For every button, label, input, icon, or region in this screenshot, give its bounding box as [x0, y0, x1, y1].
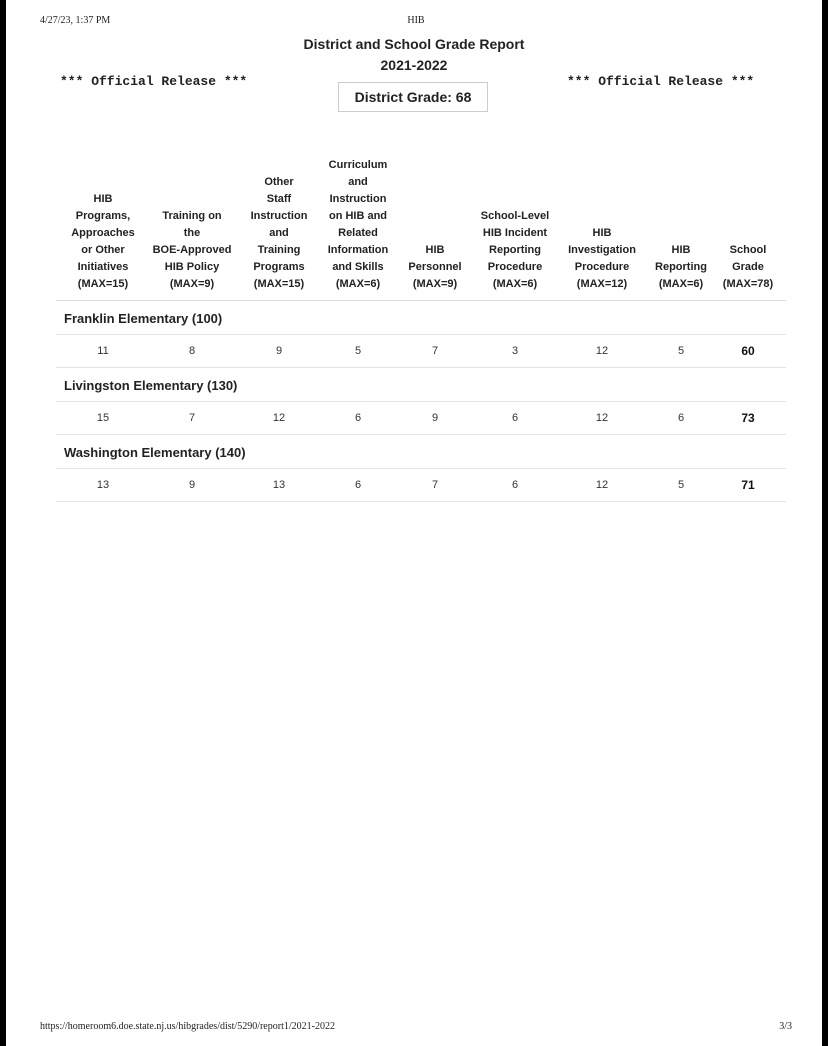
school-name: Washington Elementary (140): [56, 435, 786, 469]
school-grade-cell: 73: [710, 402, 786, 435]
score-cell: 12: [552, 335, 652, 368]
print-header: [40, 15, 792, 29]
column-header-line: or Other: [81, 244, 125, 256]
district-grade-box: [338, 82, 488, 112]
print-datetime: 4/27/23, 1:37 PM: [40, 15, 111, 26]
district-grade: District Grade: 68: [354, 89, 472, 105]
column-header-line: HIB: [671, 244, 691, 256]
print-title: HIB: [407, 15, 425, 26]
column-header-line: Investigation: [568, 244, 636, 256]
score-cell: 7: [150, 402, 234, 435]
column-header-line: the: [183, 227, 201, 239]
column-header-line: (MAX=15): [77, 278, 129, 290]
column-header-line: HIB Policy: [164, 261, 220, 273]
score-cell: 7: [392, 335, 478, 368]
school-name-row: [56, 301, 786, 335]
school-grade-cell: 71: [710, 469, 786, 502]
column-header-line: and: [348, 176, 368, 188]
column-header-line: Reporting: [655, 261, 707, 273]
score-cell: 13: [56, 469, 150, 502]
column-header-line: HIB: [592, 227, 612, 239]
report-title: District and School Grade Report: [303, 36, 525, 52]
column-header-line: School-Level: [480, 210, 550, 222]
score-cell: 5: [652, 335, 710, 368]
column-header-line: (MAX=9): [412, 278, 458, 290]
column-header: [710, 157, 786, 301]
column-header: [56, 157, 150, 301]
column-header-line: HIB: [93, 193, 113, 205]
column-header-line: (MAX=9): [169, 278, 215, 290]
school-score-row: [56, 402, 786, 435]
column-header: [478, 157, 552, 301]
score-cell: 9: [392, 402, 478, 435]
column-header-line: Approaches: [71, 227, 135, 239]
page-number: 3/3: [779, 1021, 792, 1032]
column-header-line: Other: [264, 176, 294, 188]
score-cell: 7: [392, 469, 478, 502]
column-header-line: Information: [327, 244, 389, 256]
score-cell: 6: [652, 402, 710, 435]
official-release-right: *** Official Release ***: [567, 74, 755, 89]
column-header-line: and Skills: [332, 261, 384, 273]
column-header: [234, 157, 324, 301]
column-header-line: (MAX=6): [492, 278, 538, 290]
report-page: [6, 0, 822, 1046]
school-name-row: [56, 435, 786, 469]
column-header-line: Related: [338, 227, 378, 239]
column-header-line: (MAX=6): [658, 278, 704, 290]
column-header-line: Training on: [162, 210, 222, 222]
column-header-line: Programs,: [75, 210, 131, 222]
column-header: [652, 157, 710, 301]
column-header-line: (MAX=6): [335, 278, 381, 290]
school-name: Livingston Elementary (130): [56, 368, 786, 402]
print-url: https://homeroom6.doe.state.nj.us/hibgrades/dist/5290/report1/2021-2022: [40, 1021, 335, 1032]
score-cell: 8: [150, 335, 234, 368]
score-cell: 9: [150, 469, 234, 502]
column-header-line: Procedure: [574, 261, 630, 273]
score-cell: 12: [552, 402, 652, 435]
column-header-line: HIB Incident: [482, 227, 548, 239]
score-cell: 3: [478, 335, 552, 368]
column-header-line: on HIB and: [328, 210, 388, 222]
print-footer: [40, 1021, 792, 1035]
column-header-line: HIB: [425, 244, 445, 256]
grade-table: [56, 157, 786, 502]
column-header-line: BOE-Approved: [152, 244, 232, 256]
column-header-line: (MAX=12): [576, 278, 628, 290]
score-cell: 12: [552, 469, 652, 502]
column-header-line: Personnel: [408, 261, 462, 273]
score-cell: 15: [56, 402, 150, 435]
column-header-line: Procedure: [487, 261, 543, 273]
score-cell: 6: [324, 469, 392, 502]
column-header-line: Reporting: [489, 244, 541, 256]
table-body: [56, 301, 786, 502]
column-header-line: and: [269, 227, 289, 239]
school-name: Franklin Elementary (100): [56, 301, 786, 335]
column-header-line: (MAX=15): [253, 278, 305, 290]
column-header-line: School: [729, 244, 767, 256]
school-score-row: [56, 469, 786, 502]
official-release-left: *** Official Release ***: [60, 74, 248, 89]
score-cell: 11: [56, 335, 150, 368]
column-header: [392, 157, 478, 301]
score-cell: 6: [478, 469, 552, 502]
column-header: [324, 157, 392, 301]
column-header: [150, 157, 234, 301]
score-cell: 9: [234, 335, 324, 368]
column-header-line: Programs: [253, 261, 305, 273]
column-header-line: Staff: [266, 193, 292, 205]
score-cell: 6: [478, 402, 552, 435]
table-header-row: [56, 157, 786, 301]
school-score-row: [56, 335, 786, 368]
score-cell: 5: [652, 469, 710, 502]
column-header-line: Instruction: [250, 210, 308, 222]
school-name-row: [56, 368, 786, 402]
score-cell: 5: [324, 335, 392, 368]
column-header-line: Curriculum: [328, 159, 388, 171]
column-header: [552, 157, 652, 301]
score-cell: 12: [234, 402, 324, 435]
school-grade-cell: 60: [710, 335, 786, 368]
column-header-line: Instruction: [329, 193, 387, 205]
score-cell: 6: [324, 402, 392, 435]
column-header-line: (MAX=78): [722, 278, 774, 290]
column-header-line: Grade: [732, 261, 764, 273]
column-header-line: Initiatives: [77, 261, 129, 273]
score-cell: 13: [234, 469, 324, 502]
column-header-line: Training: [257, 244, 301, 256]
report-year: 2021-2022: [380, 57, 448, 73]
